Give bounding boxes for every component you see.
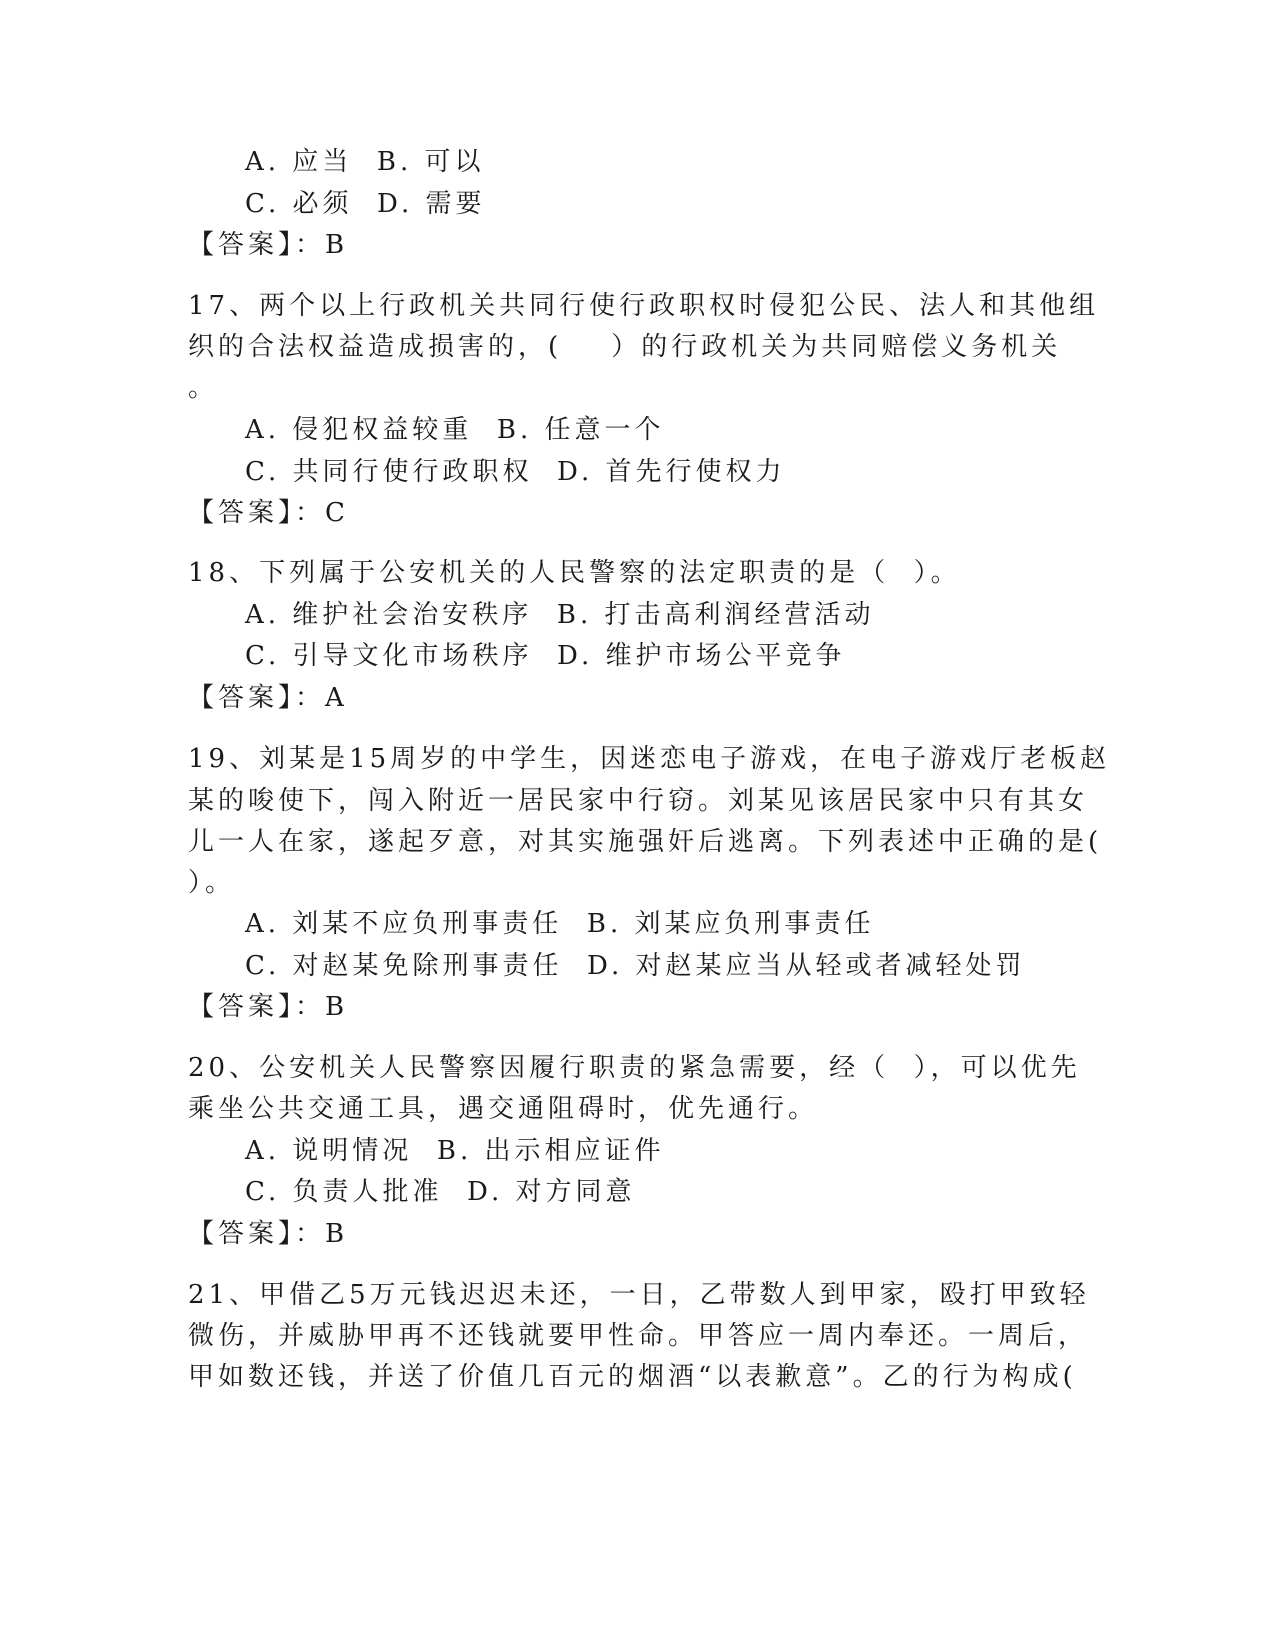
q19-stem-line3: 儿一人在家，遂起歹意，对其实施强奸后逃离。下列表述中正确的是( [188,827,1103,857]
q16-options-line1: A. 应当 B. 可以 [245,147,485,177]
q20-stem-line2: 乘坐公共交通工具，遇交通阻碍时，优先通行。 [188,1094,819,1124]
q17-answer: 【答案】：C [188,498,349,528]
q21-stem-line2: 微伤，并威胁甲再不还钱就要甲性命。甲答应一周内奉还。一周后， [188,1321,1089,1351]
q20-stem-line1: 20、公安机关人民警察因履行职责的紧急需要，经（ ），可以优先 [188,1053,1081,1083]
q18-stem-line1: 18、下列属于公安机关的人民警察的法定职责的是（ ）。 [188,558,961,588]
q17-options-line1: A. 侵犯权益较重 B. 任意一个 [245,415,665,445]
q17-stem-line1: 17、两个以上行政机关共同行使行政职权时侵犯公民、法人和其他组 [188,291,1100,321]
q19-stem-line2: 某的唆使下，闯入附近一居民家中行窃。刘某见该居民家中只有其女 [188,786,1089,816]
q17-stem-line2: 织的合法权益造成损害的，( ）的行政机关为共同赔偿义务机关 [188,332,1062,362]
q21-stem-line3: 甲如数还钱，并送了价值几百元的烟酒“以表歉意”。乙的行为构成( [188,1362,1077,1392]
q17-stem-line3: 。 [188,373,219,403]
q18-answer: 【答案】：A [188,683,348,713]
q18-options-line1: A. 维护社会治安秩序 B. 打击高利润经营活动 [245,600,875,630]
q19-stem-line4: ）。 [188,868,236,898]
q19-answer: 【答案】：B [188,992,349,1022]
q19-options-line1: A. 刘某不应负刑事责任 B. 刘某应负刑事责任 [245,909,875,939]
q19-stem-line1: 19、刘某是15周岁的中学生，因迷恋电子游戏，在电子游戏厅老板赵 [188,744,1111,774]
q16-answer: 【答案】：B [188,230,349,260]
q18-options-line2: C. 引导文化市场秩序 D. 维护市场公平竞争 [245,641,846,671]
q16-options-line2: C. 必须 D. 需要 [245,189,486,219]
q19-options-line2: C. 对赵某免除刑事责任 D. 对赵某应当从轻或者减轻处罚 [245,951,1026,981]
q17-options-line2: C. 共同行使行政职权 D. 首先行使权力 [245,457,786,487]
q20-options-line2: C. 负责人批准 D. 对方同意 [245,1177,636,1207]
q20-answer: 【答案】：B [188,1219,349,1249]
q21-stem-line1: 21、甲借乙5万元钱迟迟未还，一日，乙带数人到甲家，殴打甲致轻 [188,1280,1090,1310]
q20-options-line1: A. 说明情况 B. 出示相应证件 [245,1136,665,1166]
